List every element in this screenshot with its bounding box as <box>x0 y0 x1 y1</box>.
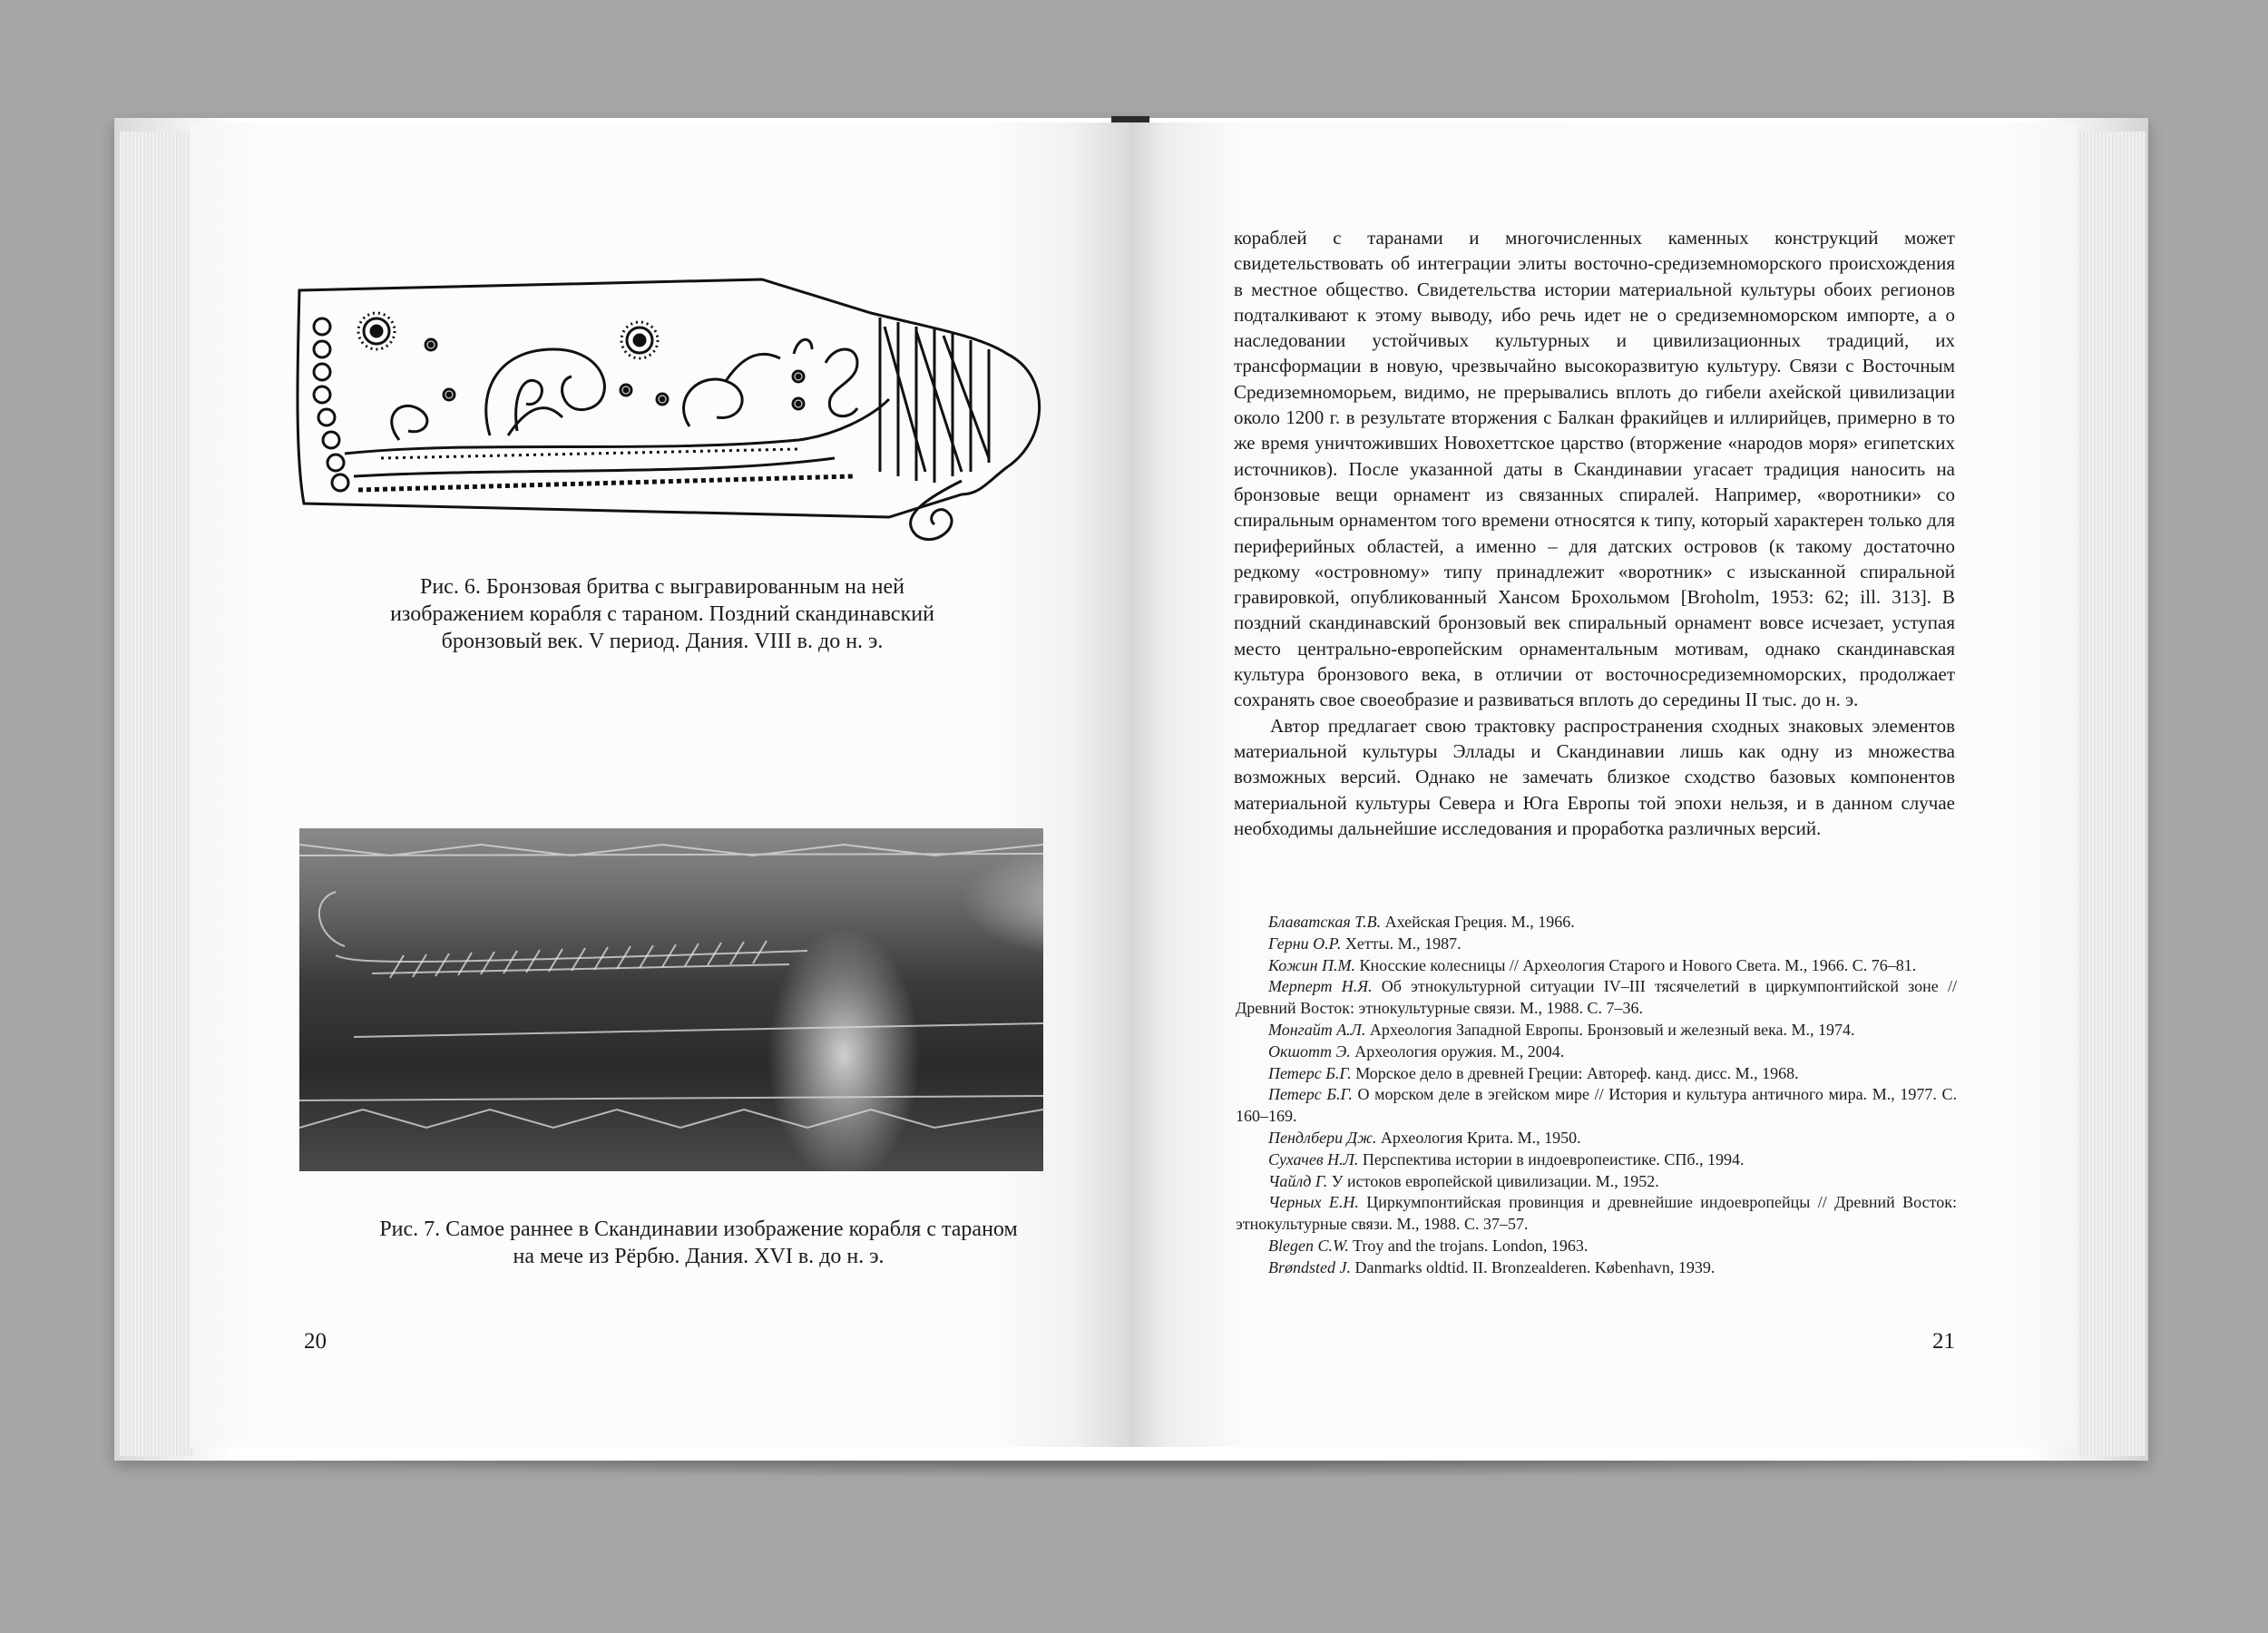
page-number-right: 21 <box>1932 1329 1955 1354</box>
bibliography-entry <box>1236 934 1957 955</box>
bibliography-entry <box>1236 1192 1957 1236</box>
page-edges-right <box>2077 132 2146 1456</box>
bibliography-entry <box>1236 1084 1957 1128</box>
bibliography-entry <box>1236 1128 1957 1149</box>
bib-text: Археология оружия. М., 2004. <box>1350 1041 1565 1061</box>
bib-author: Пендлбери Дж. <box>1268 1128 1377 1147</box>
bib-author: Чайлд Г. <box>1268 1171 1328 1190</box>
figure-6-razor-drawing <box>290 272 1061 544</box>
bib-text: О морском деле в эгейском мире // История и культура античного мира. М., 1977. С. 160–169. <box>1236 1085 1957 1126</box>
paragraph: Автор предлагает свою трактовку распространения сходных знаковых элементов материальной культуры Эллады и Скандинавии лишь как одну из множества возможных версий. Однако не замечать близкое сходство базовых компонентов материальной культуры Севера и Юга Европы той эпохи нельзя, и в данном случае необходимы дальнейшие исследования и проработка различных версий. <box>1234 714 1955 839</box>
figure-7-caption: Рис. 7. Самое раннее в Скандинавии изображение корабля с тараном на мече из Рёрбю. Дания. XVI в. до н. э. <box>379 1217 1018 1268</box>
page-edges-left <box>120 132 192 1456</box>
bibliography-entry <box>1236 1041 1957 1063</box>
bibliography-list <box>1236 912 1957 1279</box>
bibliography-entry <box>1236 955 1957 977</box>
bibliography-entry <box>1236 1149 1957 1171</box>
bib-text: Морское дело в древней Греции: Автореф. канд. дисс. М., 1968. <box>1351 1063 1799 1082</box>
figure-7-engraving-lines <box>299 828 1043 1171</box>
bib-text: Ахейская Греция. М., 1966. <box>1381 913 1575 931</box>
bib-author: Brøndsted J. <box>1268 1257 1351 1276</box>
paragraph: кораблей с таранами и многочисленных каменных конструкций может свидетельствовать об интеграции элиты восточно-средиземноморского происхождения в местное общество. Свидетельства истории материальной культуры обоих регионов подталкивают к этому выводу, ибо речь идет не о средиземноморском импорте, а о наследовании устойчивых культурных и цивилизационных традиций, их трансформации в новую, чрезвычайно высокоразвитую культуру. Связи с Восточным Средиземноморьем, видимо, не прерывались вплоть до гибели ахейской цивилизации около 1200 г. в результате вторжения с Балкан фракийцев и иллирийцев, примерно в то же время уничтоживших Новохеттское царство (вторжение «народов моря» египетских источников). После указанной даты в Скандинавии угасает традиция наносить на бронзовые вещи орнамент из связанных спиралей. Например, «воротники» со спиральным орнаментом того времени относятся к типу, который характерен только для периферийных областей, а именно – для датских островов (к такому достаточно редкому «островному» типу принадлежит «воротник» с изысканной спиральной гравировкой, опубликованный Хансом Брохольмом [Broholm, 1953: 62; ill. 313]. В поздний скандинавский бронзовый век спиральный орнамент вовсе исчезает, уступая место центрально-европейским орнаментальным мотивам, однако скандинавская культура бронзового века, в отличии от восточносредиземноморских, продолжает сохранять свое своеобразие и развиваться вплоть до середины II тыс. до н. э. <box>1234 227 1955 711</box>
bibliography-entry <box>1236 976 1957 1020</box>
bib-author: Блаватская Т.В. <box>1268 913 1382 931</box>
bibliography-entry <box>1236 912 1957 934</box>
bib-author: Кожин П.М. <box>1268 955 1355 974</box>
bibliography-entry <box>1236 1236 1957 1257</box>
bib-text: Кносские колесницы // Археология Старого и Нового Света. М., 1966. С. 76–81. <box>1355 955 1917 974</box>
bib-text: У истоков европейской цивилизации. М., 1952. <box>1327 1171 1659 1190</box>
bib-text: Археология Западной Европы. Бронзовый и железный века. М., 1974. <box>1365 1020 1855 1039</box>
bibliography-entry <box>1236 1063 1957 1085</box>
bib-text: Хетты. М., 1987. <box>1341 934 1461 953</box>
bib-author: Сухачев Н.Л. <box>1268 1149 1359 1169</box>
bib-author: Окшотт Э. <box>1268 1041 1351 1061</box>
bib-text: Об этнокультурной ситуации IV–III тясячелетий в циркумпонтийской зоне // Древний Восток: этнокультурные связи. М., 1988. С. 7–36. <box>1236 977 1957 1018</box>
bib-author: Blegen C.W. <box>1268 1236 1349 1255</box>
bib-text: Перспектива истории в индоевропеистике. СПб., 1994. <box>1358 1149 1745 1169</box>
bib-author: Петерс Б.Г. <box>1268 1063 1352 1082</box>
bibliography-entry <box>1236 1020 1957 1041</box>
bib-author: Черных Е.Н. <box>1268 1193 1359 1212</box>
bib-author: Мерперт Н.Я. <box>1268 977 1373 996</box>
page-number-left: 20 <box>304 1329 327 1354</box>
bib-text: Археология Крита. М., 1950. <box>1376 1128 1581 1147</box>
figure-7-sword-photo <box>299 828 1043 1171</box>
bibliography-entry <box>1236 1257 1957 1279</box>
bib-author: Герни О.Р. <box>1268 934 1342 953</box>
bib-author: Монгайт А.Л. <box>1268 1020 1366 1039</box>
bib-text: Troy and the trojans. London, 1963. <box>1348 1236 1589 1255</box>
body-text <box>1234 225 1955 841</box>
bib-author: Петерс Б.Г. <box>1268 1085 1353 1104</box>
bib-text: Danmarks oldtid. II. Bronzealderen. København, 1939. <box>1350 1257 1716 1276</box>
figure-6-caption: Рис. 6. Бронзовая бритва с выгравированным на ней изображением корабля с тараном. Поздний скандинавский бронзовый век. V период. Дания. VIII в. до н. э. <box>390 575 934 653</box>
bib-text: Циркумпонтийская провинция и древнейшие индоевропейцы // Древний Восток: этнокультурные связи. М., 1988. С. 37–57. <box>1236 1193 1957 1234</box>
bibliography-entry <box>1236 1171 1957 1193</box>
